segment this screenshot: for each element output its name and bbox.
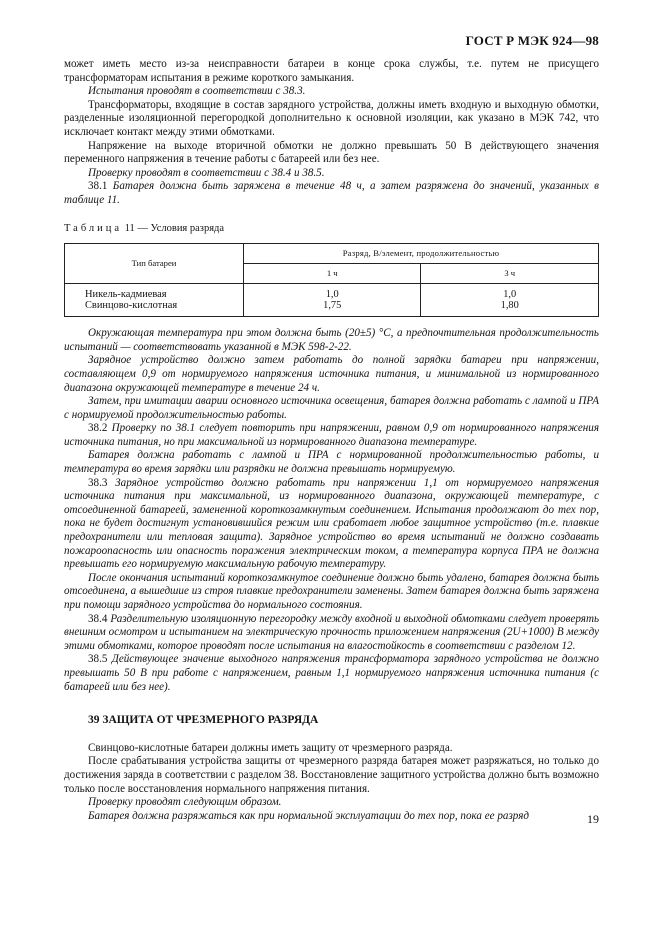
clause-38-5 (64, 653, 599, 694)
clause-38-4 (64, 613, 599, 654)
values-3h-cell (421, 284, 599, 317)
clause-text: Разделительную изоляционную перегородку между входной и выходной обмотками следует проверять внешним осмотром и испытанием на электрическую прочность приложением напряжения (2U+1000) В между этими обмотками, которое проводят после испытания на влагостойкость в соответствии с разделом 12. (64, 612, 600, 652)
paragraph: Трансформаторы, входящие в состав зарядного устройства, должны иметь входную и выходную обмотки, разделенные изоляционной перегородкой дополнительно к основной изоляции, как указано в МЭК 742, что исключает контакт между этими обмотками. (64, 98, 599, 138)
standard-header: ГОСТ Р МЭК 924—98 (465, 33, 599, 48)
values-1h-cell (244, 284, 421, 317)
clause-number: 38.2 (88, 422, 108, 435)
paragraph: Напряжение на выходе вторичной обмотки не должно превышать 50 В действующего значения переменного напряжения в течение работы с батареей или без нее. (64, 139, 599, 166)
paragraph: После срабатывания устройства защиты от чрезмерного разряда батарея может разряжаться, но только до достижения заряда в соответствии с разделом 38. Восстановление защитного устройства должно быть возможно только после восстановления нормального напряжения питания. (64, 755, 599, 795)
table-caption-word: Таблица (64, 222, 123, 234)
clause-text: Действующее значение выходного напряжения трансформатора зарядного устройства не должно превышать 50 В при работе с напряжением, равным 1,1 нормируемого напряжения источника питания (с батареей или без нее). (64, 653, 599, 693)
header-1h: 1 ч (244, 264, 421, 284)
paragraph: Батарея должна работать с лампой и ПРА с нормированной продолжительностью работы, и температура во время зарядки или разрядки не должна превышать нормируемую. (64, 449, 599, 476)
paragraph: Окружающая температура при этом должна быть (20±5) °С, а предпочтительная продолжительность испытаний — соответствовать указанной в МЭК 598-2-22. (64, 327, 599, 353)
clause-number: 38.4 (88, 612, 108, 625)
paragraph: Испытания проводят в соответствии с 38.3. (88, 85, 306, 98)
value-3h: 1,80 (500, 300, 519, 312)
paragraph: может иметь место из-за неисправности батареи в конце срока службы, т.е. путем не присущего трансформаторам испытания в режиме короткого замыкания. (64, 58, 599, 84)
clause-number: 38.5 (88, 653, 108, 666)
paragraph: Батарея должна разряжаться как при нормальной эксплуатации до тех пор, пока ее разряд (88, 809, 529, 822)
value-3h: 1,0 (503, 289, 517, 301)
section-39-heading: 39 ЗАЩИТА ОТ ЧРЕЗМЕРНОГО РАЗРЯДА (88, 714, 319, 727)
header-battery-type: Тип батареи (65, 244, 244, 284)
clause-number: 38.3 (88, 476, 108, 489)
clause-text: Батарея должна быть заряжена в течение 48 ч, а затем разряжена до значений, указанных в таблице 11. (64, 180, 599, 206)
clause-number: 38.1 (88, 180, 108, 193)
table-caption-text: 11 — Условия разряда (124, 222, 225, 234)
clause-38-1 (64, 180, 599, 207)
value-1h: 1,75 (323, 300, 342, 312)
clause-text: Проверку по 38.1 следует повторить при напряжении, равном 0,9 от нормированного напряжения источника питания, но при максимальной из нормированного диапазона температуре. (64, 422, 599, 448)
table-caption (64, 222, 599, 236)
battery-type: Свинцово-кислотная (85, 300, 178, 312)
clause-text: Зарядное устройство должно работать при напряжении 1,1 от нормируемого напряжения источника питания при максимальной, из нормированного диапазона, окружающей температуре, с отсоединенной батареей, замененной короткозамкнутым соединением. Испытания продолжают до тех пор, пока не будет достигнут установившийся режим или сработает любое защитное устройство (т.е. плавкие предохранители или тепловая защита). Зарядное устройство во время испытаний не должно создавать пожароопасность или опасность поражения электрическим током, а температура корпуса ПРА не должна превышать его нормируемую максимальную рабочую температуру. (64, 476, 599, 571)
document-body (64, 58, 599, 823)
battery-types-cell (65, 284, 244, 317)
paragraph: Проверку проводят в соответствии с 38.4 и 38.5. (88, 166, 325, 179)
header-discharge: Разряд, В/элемент, продолжительностью (244, 244, 599, 264)
clause-38-3 (64, 477, 599, 572)
table-11 (64, 243, 599, 317)
battery-type: Никель-кадмиевая (85, 289, 167, 301)
header-3h: 3 ч (421, 264, 599, 284)
paragraph: Зарядное устройство должно затем работать до полной зарядки батареи при напряжении, составляющем 0,9 от нормируемого напряжения источника питания, и минимальной из нормированного диапазона окружающей температуре в течение 24 ч. (64, 354, 599, 394)
value-1h: 1,0 (325, 289, 339, 301)
clause-38-2 (64, 422, 599, 449)
page-number: 19 (587, 812, 599, 826)
paragraph: Проверку проводят следующим образом. (88, 796, 282, 809)
paragraph: После окончания испытаний короткозамкнутое соединение должно быть удалено, батарея должна быть отсоединена, а вышедшие из строя плавкие предохранители заменены. Затем батарея должна быть заряжена при помощи зарядного устройства до нормального состояния. (64, 571, 599, 611)
paragraph: Свинцово-кислотные батареи должны иметь защиту от чрезмерного разряда. (88, 741, 453, 754)
paragraph: Затем, при имитации аварии основного источника освещения, батарея должна работать с лампой и ПРА с нормируемой продолжительностью работы. (64, 395, 599, 421)
